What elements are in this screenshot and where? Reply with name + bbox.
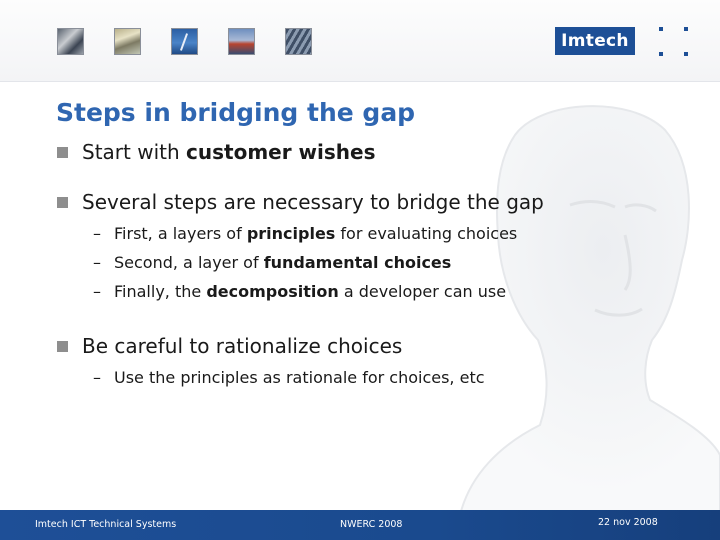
bullet-3: Be careful to rationalize choices — [82, 334, 403, 358]
sub-bullet-dash: – — [93, 253, 101, 272]
bullet-2: Several steps are necessary to bridge the gap — [82, 190, 544, 214]
bullet-marker — [57, 197, 68, 208]
bust-illustration — [420, 95, 720, 515]
logo-dot — [684, 27, 688, 31]
logo-dot — [684, 52, 688, 56]
footer-event: NWERC 2008 — [340, 519, 403, 530]
imtech-logo: Imtech — [555, 27, 635, 55]
sub-bullet: Finally, the decomposition a developer can use — [114, 282, 507, 301]
sub-bullet: Second, a layer of fundamental choices — [114, 253, 452, 272]
logo-dot — [659, 52, 663, 56]
sub-bullet-dash: – — [93, 282, 101, 301]
header-photo-1 — [57, 28, 84, 55]
footer-date: 22 nov 2008 — [598, 517, 658, 528]
sub-bullet: First, a layers of principles for evaluating choices — [114, 224, 518, 243]
header-band — [0, 0, 720, 82]
bullet-marker — [57, 341, 68, 352]
logo-dot — [659, 27, 663, 31]
sub-bullet-dash: – — [93, 224, 101, 243]
header-photo-3 — [171, 28, 198, 55]
header-photo-2 — [114, 28, 141, 55]
header-photo-5 — [285, 28, 312, 55]
sub-bullet-dash: – — [93, 368, 101, 387]
slide-title: Steps in bridging the gap — [56, 98, 416, 127]
sub-bullet: Use the principles as rationale for choices, etc — [114, 368, 485, 387]
bullet-marker — [57, 147, 68, 158]
bullet-1: Start with customer wishes — [82, 140, 376, 164]
footer-company: Imtech ICT Technical Systems — [35, 519, 177, 530]
footer-bar — [0, 510, 720, 540]
header-photo-4 — [228, 28, 255, 55]
